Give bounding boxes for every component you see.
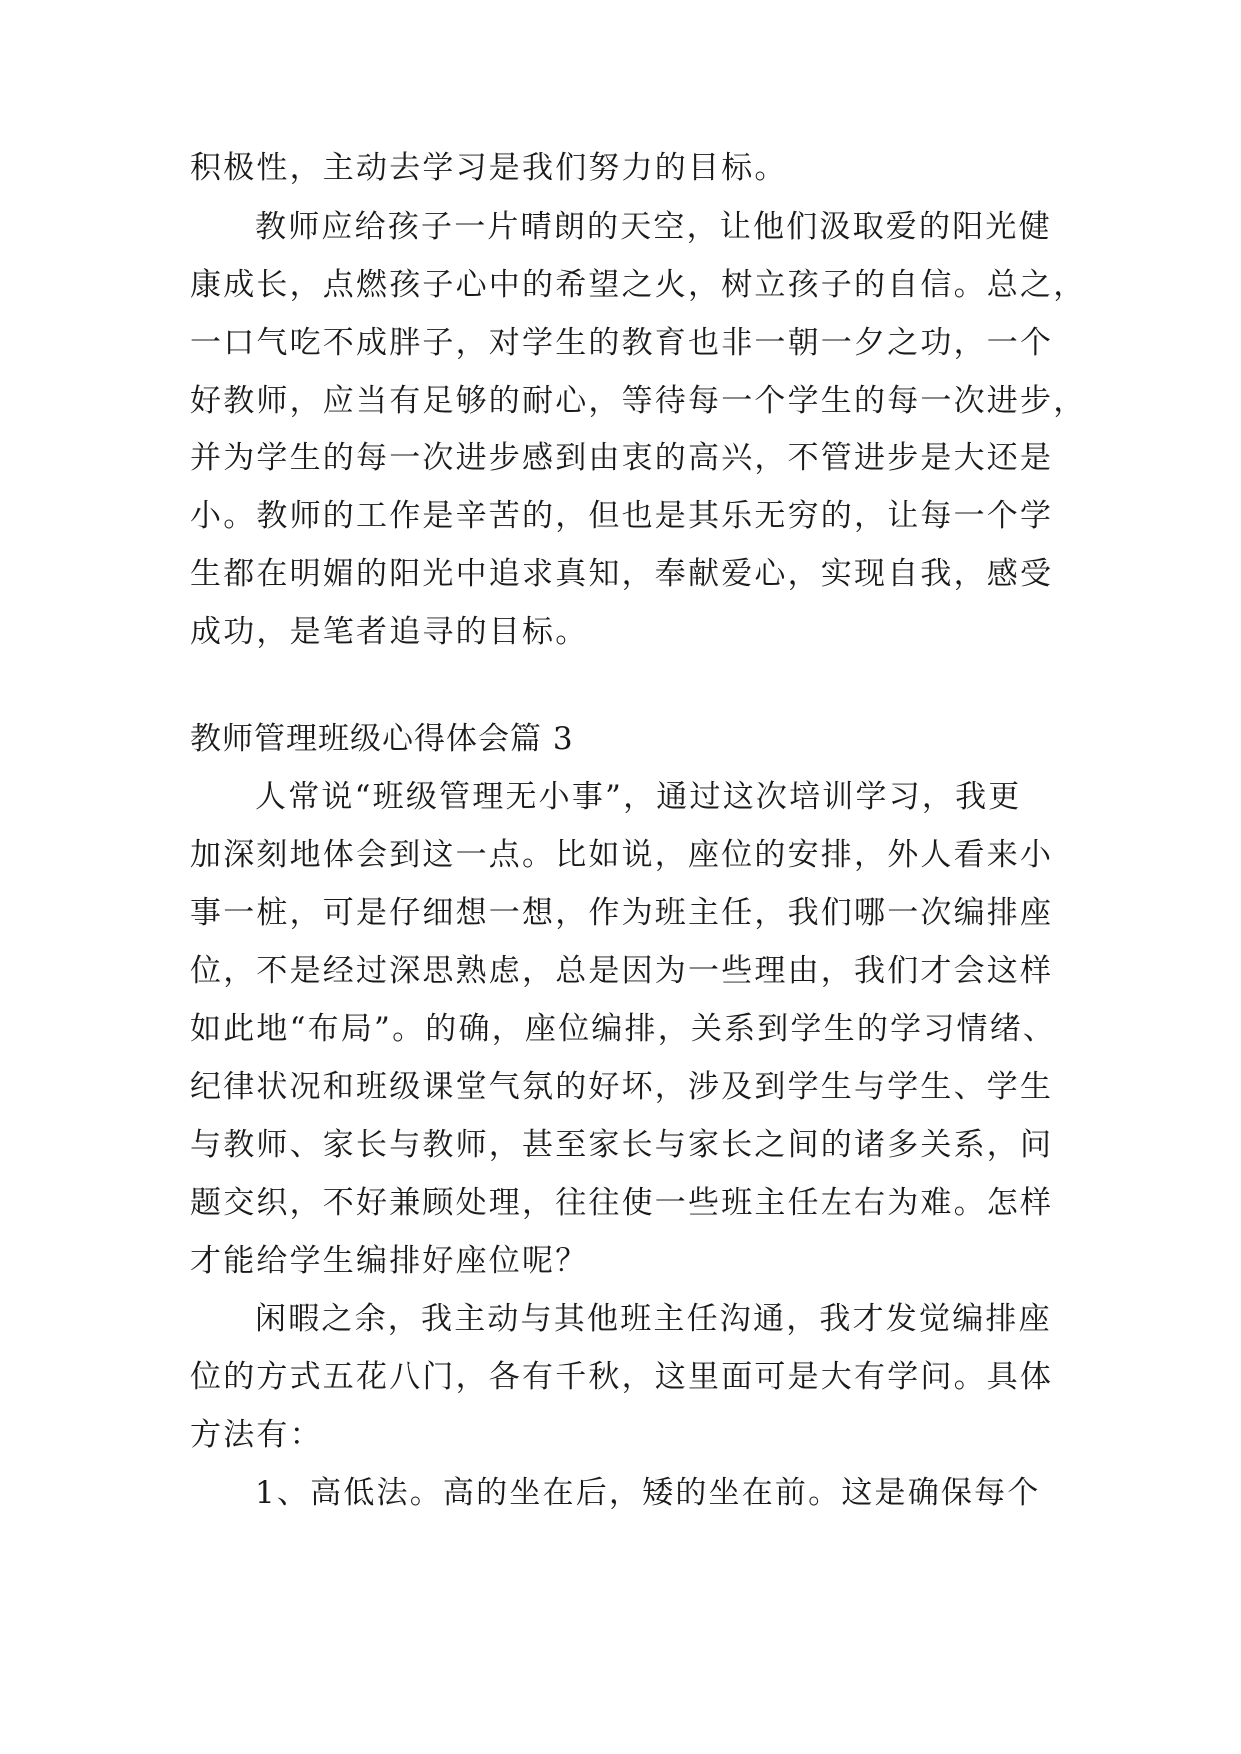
text-line: 方法有： xyxy=(190,1417,323,1453)
text-line: 成功，是笔者追寻的目标。 xyxy=(190,614,589,650)
text-line: 题交织，不好兼顾处理，往往使一些班主任左右为难。怎样 xyxy=(190,1185,1054,1221)
text-line: 闲暇之余，我主动与其他班主任沟通，我才发觉编排座 xyxy=(255,1301,1052,1337)
text-line: 一口气吃不成胖子，对学生的教育也非一朝一夕之功，一个 xyxy=(190,325,1054,361)
section-heading: 教师管理班级心得体会篇 3 xyxy=(190,721,574,757)
text-line: 才能给学生编排好座位呢？ xyxy=(190,1243,589,1279)
text-line: 与教师、家长与教师，甚至家长与家长之间的诸多关系，问 xyxy=(190,1127,1054,1163)
text-line: 小。教师的工作是辛苦的，但也是其乐无穷的，让每一个学 xyxy=(190,498,1054,534)
text-line: 纪律状况和班级课堂气氛的好坏，涉及到学生与学生、学生 xyxy=(190,1069,1054,1105)
text-line: 位，不是经过深思熟虑，总是因为一些理由，我们才会这样 xyxy=(190,953,1054,989)
text-line: 并为学生的每一次进步感到由衷的高兴，不管进步是大还是 xyxy=(190,440,1054,476)
text-line: 康成长，点燃孩子心中的希望之火，树立孩子的自信。总之， xyxy=(190,267,1087,303)
text-line: 人常说“班级管理无小事”，通过这次培训学习，我更 xyxy=(255,779,1022,815)
text-line: 好教师，应当有足够的耐心，等待每一个学生的每一次进步， xyxy=(190,383,1087,419)
text-line: 位的方式五花八门，各有千秋，这里面可是大有学问。具体 xyxy=(190,1359,1054,1395)
text-line: 如此地“布局”。的确，座位编排，关系到学生的学习情绪、 xyxy=(190,1011,1057,1047)
text-line: 事一桩，可是仔细想一想，作为班主任，我们哪一次编排座 xyxy=(190,895,1054,931)
text-line: 1、高低法。高的坐在后，矮的坐在前。这是确保每个 xyxy=(255,1475,1041,1511)
text-line: 教师应给孩子一片晴朗的天空，让他们汲取爱的阳光健 xyxy=(255,209,1052,245)
text-line: 生都在明媚的阳光中追求真知，奉献爱心，实现自我，感受 xyxy=(190,556,1054,592)
text-line: 加深刻地体会到这一点。比如说，座位的安排，外人看来小 xyxy=(190,837,1054,873)
text-line: 积极性，主动去学习是我们努力的目标。 xyxy=(190,150,788,186)
